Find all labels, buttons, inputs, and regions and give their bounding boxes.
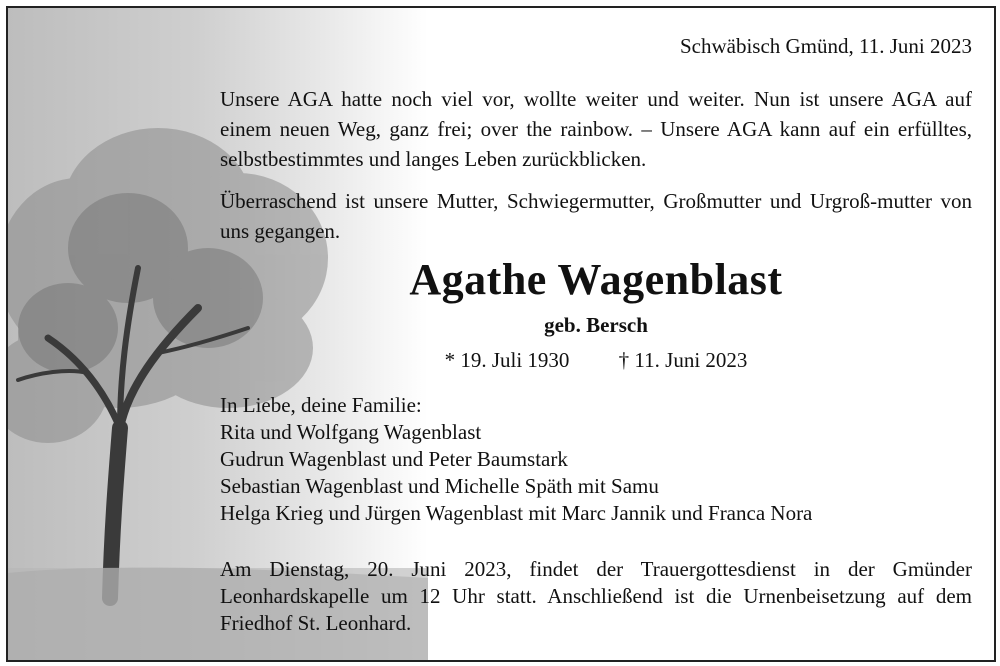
family-member: Gudrun Wagenblast und Peter Baumstark [220, 447, 568, 471]
service-info: Am Dienstag, 20. Juni 2023, findet der Trauergottesdienst in der Gmünder Leonhardskapelle um 12 Uhr statt. Anschließend ist die Urnenbeisetzung auf dem Friedhof St. Leonhard. [220, 557, 972, 635]
death-date: † 11. Juni 2023 [618, 348, 748, 372]
obituary-card [6, 6, 996, 662]
family-list [220, 392, 812, 527]
family-member: Helga Krieg und Jürgen Wagenblast mit Marc Jannik und Franca Nora [220, 501, 813, 525]
place-date: Schwäbisch Gmünd, 11. Juni 2023 [679, 34, 972, 58]
family-heading: In Liebe, deine Familie: [220, 393, 422, 417]
passing-paragraph: Überraschend ist unsere Mutter, Schwiegermutter, Großmutter und Urgroß-mutter von uns gegangen. [220, 189, 972, 243]
deceased-name: Agathe Wagenblast [409, 255, 783, 304]
maiden-name: geb. Bersch [544, 313, 648, 337]
birth-date: * 19. Juli 1930 [444, 348, 570, 372]
obituary-text [220, 8, 972, 660]
life-dates [220, 348, 972, 373]
family-member: Sebastian Wagenblast und Michelle Späth mit Samu [220, 474, 659, 498]
intro-paragraph: Unsere AGA hatte noch viel vor, wollte weiter und weiter. Nun ist unsere AGA auf einem neuen Weg, ganz frei; over the rainbow. – Unsere AGA kann auf ein erfülltes, selbstbestimmtes und langes Leben zurückblicken. [220, 87, 972, 171]
family-member: Rita und Wolfgang Wagenblast [220, 420, 482, 444]
